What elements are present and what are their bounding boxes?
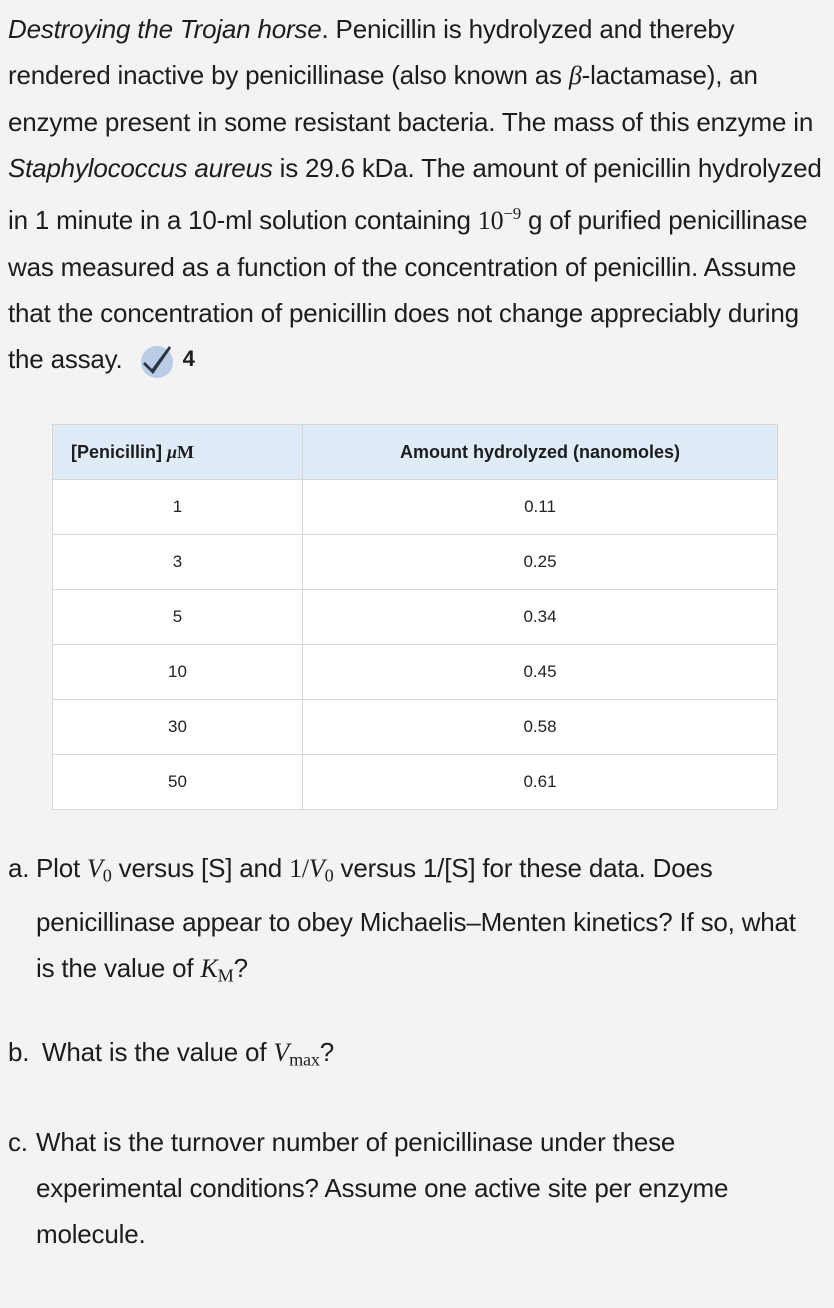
beta-symbol: β: [568, 61, 582, 90]
concentration-cell: 5: [53, 590, 303, 645]
question-c: [8, 1119, 808, 1257]
concentration-cell: 30: [53, 700, 303, 755]
checkmark-icon[interactable]: [139, 342, 175, 378]
table-header-row: [53, 425, 778, 480]
question-b: [8, 1029, 808, 1083]
penicillin-data-table: [52, 424, 778, 810]
power-exponent: −9: [503, 204, 521, 223]
question-a-text: Plot $V_0$ versus [S] and $1/V_0$ versus 1/[S] for these data. Does penicillinase appear to obey Michaelis–Menten kinetics? If so, what is the value of $K_M$?: [36, 853, 796, 986]
points-value: 4: [182, 346, 195, 372]
column-header-amount: Amount hydrolyzed (nanomoles): [303, 425, 778, 480]
table-row: [53, 590, 778, 645]
question-b-text: What is the value of $V_{max}$?: [42, 1037, 335, 1070]
question-c-text: What is the turnover number of penicillinase under these experimental conditions? Assume one active site per enzyme molecule.: [36, 1127, 729, 1249]
table-row: [53, 700, 778, 755]
amount-cell: 0.11: [303, 480, 778, 535]
question-a: [8, 845, 808, 998]
intro-text-4: g of purified penicillinase was measured as a function of the concentration of penicillin. Assume that the concentration of penicillin does not change appreciably during the assay.: [8, 205, 808, 375]
amount-cell: 0.34: [303, 590, 778, 645]
table-row: [53, 480, 778, 535]
problem-title: Destroying the Trojan horse: [8, 14, 322, 44]
power-base: 10: [477, 206, 504, 236]
amount-cell: 0.25: [303, 535, 778, 590]
question-c-label: c.: [8, 1127, 28, 1157]
concentration-cell: 3: [53, 535, 303, 590]
intro-text-1: . Penicillin is hydrolyzed and thereby rendered inactive by penicillinase (also known as: [8, 14, 735, 90]
intro-text-3: is 29.6 kDa. The amount of penicillin hydrolyzed in 1 minute in a 10-ml solution containing: [8, 153, 822, 236]
amount-cell: 0.61: [303, 755, 778, 810]
problem-statement: [8, 6, 823, 382]
question-b-label: b.: [8, 1037, 30, 1067]
table-row: [53, 755, 778, 810]
table-row: [53, 645, 778, 700]
column-header-concentration: [Penicillin] μM: [53, 425, 303, 480]
organism-name: Staphylococcus aureus: [8, 153, 273, 183]
question-a-label: a.: [8, 853, 30, 883]
amount-cell: 0.45: [303, 645, 778, 700]
concentration-cell: 10: [53, 645, 303, 700]
table-row: [53, 535, 778, 590]
amount-cell: 0.58: [303, 700, 778, 755]
intro-text-2: -lactamase), an enzyme present in some resistant bacteria. The mass of this enzyme in: [8, 60, 814, 137]
concentration-cell: 1: [53, 480, 303, 535]
concentration-cell: 50: [53, 755, 303, 810]
